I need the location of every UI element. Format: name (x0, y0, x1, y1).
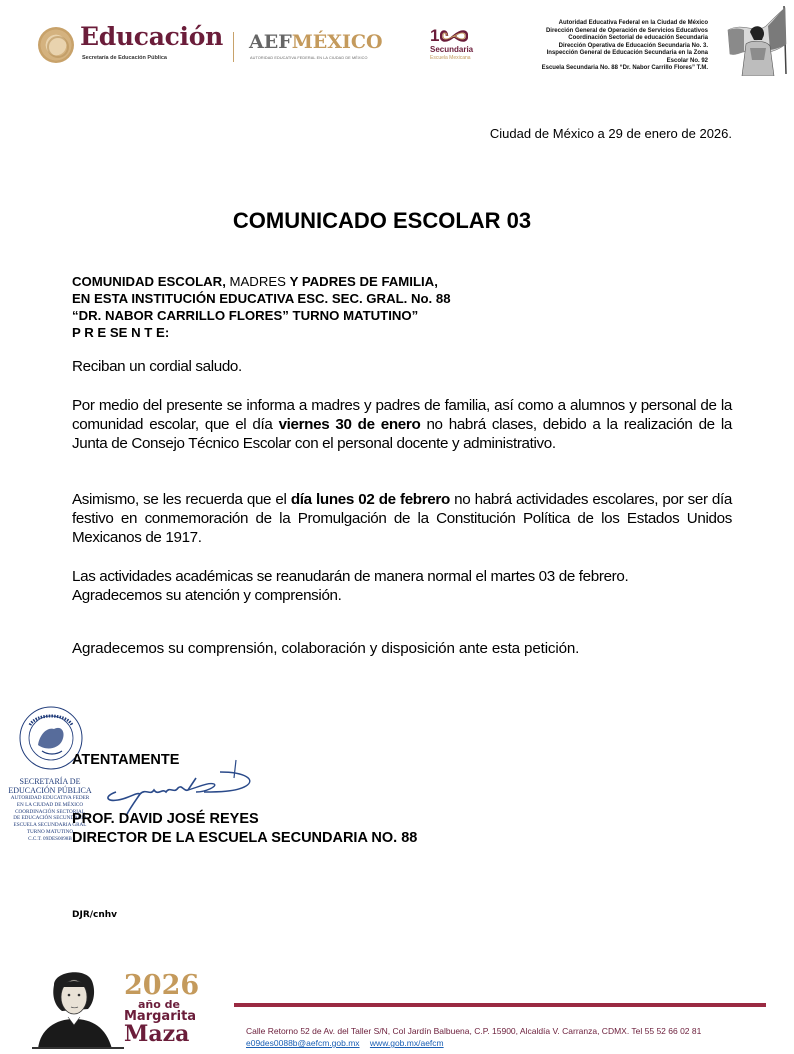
greeting: Reciban un cordial saludo. (72, 358, 242, 375)
institution-line: Coordinación Sectorial de educación Secundaria (568, 35, 708, 41)
handwritten-signature-icon (96, 758, 261, 818)
signatory-position: DIRECTOR DE LA ESCUELA SECUNDARIA NO. 88 (72, 830, 418, 846)
secundaria-logo-sublabel: Escuela Mexicana (430, 55, 471, 61)
paragraph-text: Asimismo, se les recuerda que el (72, 491, 291, 508)
paragraph-highlight-date: viernes 30 de enero (278, 416, 421, 433)
aef-logo-part1: AEF (249, 31, 292, 53)
commemorative-line: Maza (124, 1021, 190, 1047)
institution-line: Escuela Secundaria No. 88 “Dr. Nabor Carrillo Flores” T.M. (541, 65, 708, 71)
stamp-line: EN LA CIUDAD DE MÉXICO (16, 801, 84, 808)
woman-with-flag-illustration-icon (724, 4, 792, 76)
footer-divider-bar (234, 1003, 766, 1007)
sep-seal-icon (38, 27, 74, 63)
closing-paragraph: Agradecemos su comprensión, colaboración y disposición ante esta petición. (72, 640, 580, 657)
paragraph-no-classes (72, 396, 732, 453)
footer-address: Calle Retorno 52 de Av. del Taller S/N, Col Jardín Balbuena, C.P. 15900, Alcaldía V. Carranza, CDMX. Tel 55 52 66 02 81 (246, 1026, 702, 1036)
footer-links (246, 1038, 452, 1048)
footer-email-link[interactable]: e09des0088b@aefcm.gob.mx (246, 1038, 360, 1048)
paragraph-text: Por medio del presente se informa a madres y padres de familia, así como a alumnos y personal de la comunidad escolar, que el día (72, 397, 732, 433)
addressee-line-3: “DR. NABOR CARRILLO FLORES” TURNO MATUTINO” (72, 308, 419, 323)
addressee-line-1 (72, 273, 451, 290)
stamp-line: COORDINACIÓN SECTORIAL (15, 808, 85, 815)
commemorative-year-logo (124, 972, 199, 1045)
education-logo-title: Educación (80, 22, 224, 51)
stamp-line: SECRETARÍA DE (19, 777, 81, 786)
institution-line: Dirección General de Operación de Servicios Educativos (545, 27, 708, 34)
secundaria-100-logo (430, 27, 482, 63)
document-date: Ciudad de México a 29 de enero de 2026. (489, 126, 732, 141)
paragraph-text: no habrá actividades escolares, por ser día festivo en conmemoración de la Promulgación de la Constitución Política de los Estados Unidos Mexicanos de 1917. (72, 491, 732, 546)
institution-line: Escolar No. 92 (666, 57, 708, 64)
addressee-block (72, 273, 451, 341)
document-title: COMUNICADO ESCOLAR 03 (232, 208, 532, 233)
footer-website-link[interactable]: www.gob.mx/aefcm (369, 1038, 444, 1048)
regards-label: ATENTAMENTE (72, 752, 180, 768)
institution-line: Dirección Operativa de Educación Secundaria No. 3. (558, 42, 708, 49)
addressee-part: MADRES (225, 274, 290, 289)
institution-line: Inspección General de Educación Secundaria en la Zona (546, 50, 708, 56)
addressee-part: COMUNIDAD ESCOLAR, (72, 274, 226, 289)
paragraph-text: Agradecemos su atención y comprensión. (72, 587, 342, 604)
stamp-line: DE EDUCACIÓN SECUNDARIA (13, 815, 87, 822)
institution-header-block (498, 20, 708, 73)
commemorative-line: año de (138, 998, 180, 1011)
secundaria-logo-label: Secundaria (430, 45, 474, 54)
stamp-line: ESCUELA SECUNDARIA GRAL (13, 822, 87, 829)
addressee-part: Y PADRES DE FAMILIA, (289, 274, 438, 289)
institution-line: Autoridad Educativa Federal en la Ciudad de México (558, 20, 708, 26)
paragraph-resume (72, 567, 732, 605)
reference-initials: DJR/cnhv (72, 910, 118, 920)
paragraph-text: no habrá clases, debido a la realización de la Junta de Consejo Técnico Escolar con el personal docente y administrativo. (72, 416, 732, 452)
paragraph-text: Las actividades académicas se reanudarán de manera normal el martes 03 de febrero. (72, 568, 629, 585)
commemorative-line: Margarita (124, 1009, 197, 1024)
margarita-maza-portrait-icon (32, 965, 124, 1049)
addressee-line-4: P R E SE N T E: (72, 325, 170, 340)
aef-logo-subtitle: AUTORIDAD EDUCATIVA FEDERAL EN LA CIUDAD DE MÉXICO (250, 56, 368, 60)
signatory-block (72, 810, 417, 848)
aef-logo-title (249, 33, 383, 52)
education-logo-subtitle: Secretaría de Educación Pública (82, 55, 167, 61)
addressee-line-2: EN ESTA INSTITUCIÓN EDUCATIVA ESC. SEC. GRAL. No. 88 (72, 291, 451, 306)
secundaria-logo-number: 1 (430, 26, 440, 45)
stamp-line: EDUCACIÓN PÚBLICA (8, 786, 92, 795)
stamp-line: C.C.T. 09DES0098B (28, 835, 72, 842)
stamp-line: TURNO MATUTINO (26, 828, 74, 835)
aef-logo-part2: MÉXICO (291, 31, 383, 53)
infinity-loop-icon (440, 29, 468, 43)
paragraph-highlight-date: día lunes 02 de febrero (290, 491, 450, 508)
commemorative-year: 2026 (124, 970, 200, 1001)
paragraph-holiday (72, 490, 732, 547)
signatory-name: PROF. DAVID JOSÉ REYES (72, 811, 259, 827)
header-divider (233, 32, 234, 62)
stamp-line: AUTORIDAD EDUCATIVA FEDER (10, 795, 90, 801)
